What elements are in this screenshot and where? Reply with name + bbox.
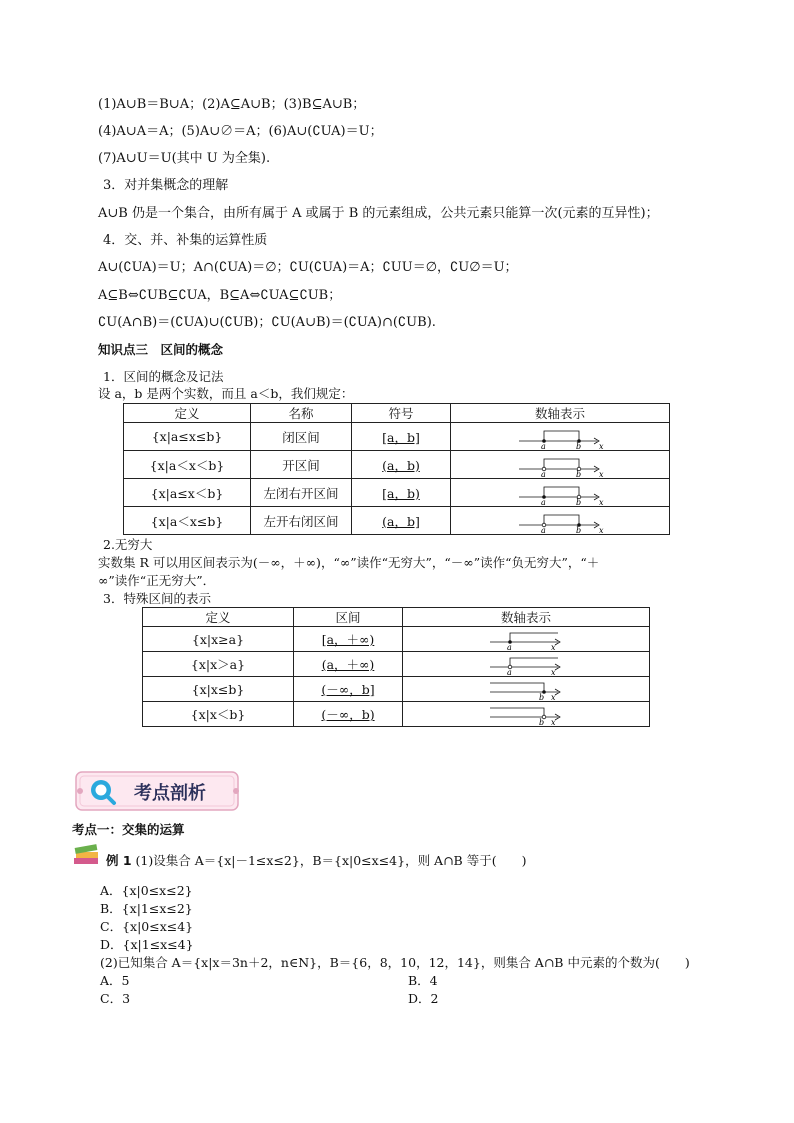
axis-label-b: b — [576, 525, 582, 533]
number-line-open — [515, 453, 605, 477]
axis-label-b: b — [576, 441, 582, 449]
books-icon — [72, 842, 102, 868]
axis-label-a: a — [541, 469, 546, 477]
symbol-cell: [a，b] — [352, 423, 451, 451]
definition-cell: {x|x≤b} — [143, 677, 294, 702]
table-row — [143, 627, 650, 652]
col-symbol-header: 符号 — [352, 404, 451, 423]
option-a: A．5 — [100, 973, 130, 988]
definition-cell: {x|x≥a} — [143, 627, 294, 652]
interval-definition-intro: 设 a，b 是两个实数，而且 a＜b，我们规定： — [98, 386, 354, 401]
infinity-heading: 2.无穷大 — [103, 537, 153, 552]
option-c: C．3 — [100, 991, 131, 1006]
table-row — [124, 451, 670, 479]
interval-table — [123, 403, 670, 535]
union-property-line-1: (1)A∪B＝B∪A；(2)A⊆A∪B；(3)B⊆A∪B； — [98, 97, 366, 112]
number-line-cell — [403, 677, 650, 702]
number-line-cell — [451, 507, 670, 535]
option-c: C．{x|0≤x≤4} — [100, 919, 194, 934]
definition-cell: {x|x＜b} — [143, 702, 294, 727]
axis-label-x: x — [599, 525, 604, 533]
number-line-half-open-left — [515, 509, 605, 533]
name-cell: 开区间 — [251, 451, 352, 479]
col-interval-header: 区间 — [294, 608, 403, 627]
axis-label-a: a — [507, 668, 512, 675]
union-understanding-text: A∪B 仍是一个集合，由所有属于 A 或属于 B 的元素组成，公共元素只能算一次(元素的互异性)； — [98, 206, 659, 221]
col-definition-header: 定义 — [143, 608, 294, 627]
axis-label-a: a — [541, 525, 546, 533]
definition-cell: {x|x＞a} — [143, 652, 294, 677]
symbol-cell: (a，b] — [352, 507, 451, 535]
number-line-cell — [451, 479, 670, 507]
option-d: D．{x|1≤x≤4} — [100, 937, 194, 952]
symbol-cell: [a，b) — [352, 479, 451, 507]
example-label: 例 1 — [106, 853, 132, 868]
interval-cell: (a，＋∞) — [294, 652, 403, 677]
number-line-cell — [451, 451, 670, 479]
question-1-text: (1)设集合 A＝{x|－1≤x≤2}，B＝{x|0≤x≤4}，则 A∩B 等于( ) — [135, 853, 527, 868]
axis-label-x: x — [599, 441, 604, 449]
special-interval-heading: 3．特殊区间的表示 — [103, 591, 211, 606]
infinity-text-line-1: 实数集 R 可以用区间表示为(－∞，＋∞)，“∞”读作“无穷大”，“－∞”读作“负无穷大”，“＋ — [98, 555, 600, 570]
interval-cell: (－∞，b) — [294, 702, 403, 727]
definition-cell: {x|a＜x≤b} — [124, 507, 251, 535]
col-axis-header: 数轴表示 — [403, 608, 650, 627]
symbol-cell: (a，b) — [352, 451, 451, 479]
interval-notation-heading: 1．区间的概念及记法 — [103, 369, 224, 384]
col-name-header: 名称 — [251, 404, 352, 423]
heading-union-understanding: 3．对并集概念的理解 — [103, 178, 229, 193]
operation-property-line-2: A⊆B⇔∁UB⊆∁UA，B⊆A⇔∁UA⊆∁UB； — [98, 288, 342, 303]
knowledge-point-3-title: 知识点三 区间的概念 — [98, 342, 224, 357]
infinity-text-line-2: ∞”读作“正无穷大”． — [98, 573, 216, 588]
col-definition-header: 定义 — [124, 404, 251, 423]
axis-label-x: x — [551, 718, 556, 725]
table-row — [124, 479, 670, 507]
number-line-closed — [515, 425, 605, 449]
magnifier-icon — [86, 776, 118, 808]
col-axis-header: 数轴表示 — [451, 404, 670, 423]
option-a: A．{x|0≤x≤2} — [100, 883, 193, 898]
interval-cell: [a，＋∞) — [294, 627, 403, 652]
axis-label-a: a — [541, 441, 546, 449]
operation-property-line-1: A∪(∁UA)＝U；A∩(∁UA)＝∅；∁U(∁UA)＝A；∁UU＝∅，∁U∅＝U； — [98, 260, 518, 275]
axis-label-b: b — [576, 497, 582, 505]
section-badge — [74, 768, 242, 814]
table-row — [143, 702, 650, 727]
name-cell: 左开右闭区间 — [251, 507, 352, 535]
definition-cell: {x|a≤x≤b} — [124, 423, 251, 451]
special-table-header — [143, 608, 650, 627]
number-line-cell — [403, 702, 650, 727]
interval-table-header — [124, 404, 670, 423]
axis-label-x: x — [599, 469, 604, 477]
name-cell: 闭区间 — [251, 423, 352, 451]
table-row — [143, 677, 650, 702]
definition-cell: {x|a≤x＜b} — [124, 479, 251, 507]
option-b: B．4 — [408, 973, 438, 988]
option-b: B．{x|1≤x≤2} — [100, 901, 193, 916]
axis-label-b: b — [539, 718, 545, 725]
table-row — [143, 652, 650, 677]
number-line-le-b — [488, 678, 564, 700]
union-property-line-3: (7)A∪U＝U(其中 U 为全集). — [98, 151, 271, 166]
axis-label-a: a — [541, 497, 546, 505]
special-interval-table — [142, 607, 650, 727]
interval-cell: (－∞，b] — [294, 677, 403, 702]
number-line-lt-b — [488, 703, 564, 725]
operation-property-line-3: ∁U(A∩B)＝(∁UA)∪(∁UB)；∁U(A∪B)＝(∁UA)∩(∁UB). — [98, 315, 436, 330]
heading-operation-properties: 4．交、并、补集的运算性质 — [103, 233, 268, 248]
axis-label-x: x — [599, 497, 604, 505]
union-property-line-2: (4)A∪A＝A；(5)A∪∅＝A；(6)A∪(∁UA)＝U； — [98, 124, 383, 139]
badge-title: 考点剖析 — [134, 783, 206, 804]
table-row — [124, 423, 670, 451]
option-d: D．2 — [408, 991, 439, 1006]
axis-label-x: x — [551, 693, 556, 700]
table-row — [124, 507, 670, 535]
axis-label-b: b — [576, 469, 582, 477]
axis-label-a: a — [507, 643, 512, 650]
example-1-question-1 — [106, 853, 526, 869]
name-cell: 左闭右开区间 — [251, 479, 352, 507]
exam-point-1-title: 考点一：交集的运算 — [72, 822, 185, 837]
number-line-cell — [451, 423, 670, 451]
example-1-question-2: (2)已知集合 A＝{x|x＝3n＋2，n∈N}，B＝{6，8，10，12，14}，则集合 A∩B 中元素的个数为( ) — [100, 955, 690, 970]
number-line-cell — [403, 627, 650, 652]
number-line-gt-a — [488, 653, 564, 675]
axis-label-b: b — [539, 693, 545, 700]
number-line-ge-a — [488, 628, 564, 650]
axis-label-x: x — [551, 643, 556, 650]
axis-label-x: x — [551, 668, 556, 675]
number-line-cell — [403, 652, 650, 677]
definition-cell: {x|a＜x＜b} — [124, 451, 251, 479]
number-line-half-open-right — [515, 481, 605, 505]
